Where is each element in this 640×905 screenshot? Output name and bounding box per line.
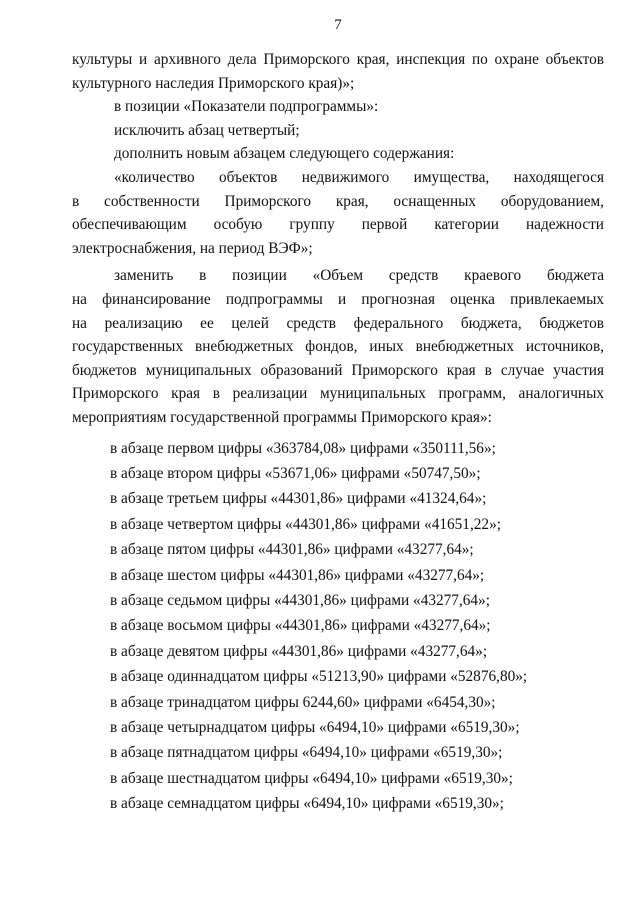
amendment-item: в абзаце восьмом цифры «44301,86» цифрами «43277,64»;: [110, 617, 491, 635]
amendment-item: в абзаце третьем цифры «44301,86» цифрами «41324,64»;: [110, 490, 487, 508]
amendment-item: в абзаце седьмом цифры «44301,86» цифрами «43277,64»;: [110, 591, 490, 609]
replace-line: мероприятиям государственной программы Приморского края»:: [72, 408, 492, 426]
quote-line: обеспечивающим особую группу первой категории надежности: [72, 216, 604, 234]
amendment-item: в абзаце шестнадцатом цифры «6494,10» цифрами «6519,30»;: [110, 769, 513, 787]
instruction-line: дополнить новым абзацем следующего содержания:: [114, 145, 455, 163]
amendment-item: в абзаце четырнадцатом цифры «6494,10» цифрами «6519,30»;: [110, 718, 520, 736]
amendment-item: в абзаце тринадцатом цифры 6244,60» цифрами «6454,30»;: [110, 693, 496, 711]
replace-line: бюджетов муниципальных образований Приморского края в случае участия: [72, 361, 604, 379]
instruction-line: исключить абзац четвертый;: [114, 121, 300, 139]
replace-line: заменить в позиции «Объем средств краевого бюджета: [114, 267, 604, 285]
quote-paragraph: [72, 166, 604, 260]
replace-line: Приморского края в реализации муниципальных программ, аналогичных: [72, 385, 604, 403]
amendment-item: в абзаце пятнадцатом цифры «6494,10» цифрами «6519,30»;: [110, 744, 503, 762]
replace-paragraph: [72, 264, 604, 429]
replace-line: на реализацию ее целей средств федерального бюджета, бюджетов: [72, 314, 604, 332]
instruction-list: [72, 95, 604, 166]
amendment-item: в абзаце пятом цифры «44301,86» цифрами «43277,64»;: [110, 541, 474, 559]
quote-line: в собственности Приморского края, оснащенных оборудованием,: [72, 192, 604, 210]
amendment-item: в абзаце одиннадцатом цифры «51213,90» цифрами «52876,80»;: [110, 668, 528, 686]
amendment-item: в абзаце втором цифры «53671,06» цифрами «50747,50»;: [110, 464, 481, 482]
quote-line: «количество объектов недвижимого имущества, находящегося: [114, 168, 604, 186]
intro-line: культурного наследия Приморского края)»;: [72, 74, 355, 92]
replace-line: государственных внебюджетных фондов, иных внебюджетных источников,: [72, 338, 604, 356]
page-number: 7: [334, 17, 342, 33]
amendment-item: в абзаце первом цифры «363784,08» цифрами «350111,56»;: [110, 439, 496, 457]
amendment-item: в абзаце семнадцатом цифры «6494,10» цифрами «6519,30»;: [110, 795, 504, 813]
intro-line: культуры и архивного дела Приморского края, инспекция по охране объектов: [72, 51, 604, 68]
amendment-list: [72, 436, 604, 817]
instruction-line: в позиции «Показатели подпрограммы»:: [114, 98, 379, 116]
amendment-item: в абзаце четвертом цифры «44301,86» цифрами «41651,22»;: [110, 515, 501, 533]
intro-paragraph: [72, 48, 604, 95]
amendment-item: в абзаце девятом цифры «44301,86» цифрами «43277,64»;: [110, 642, 488, 660]
amendment-item: в абзаце шестом цифры «44301,86» цифрами «43277,64»;: [110, 566, 485, 584]
quote-line: электроснабжения, на период ВЭФ»;: [72, 239, 313, 257]
replace-line: на финансирование подпрограммы и прогнозная оценка привлекаемых: [72, 290, 604, 308]
